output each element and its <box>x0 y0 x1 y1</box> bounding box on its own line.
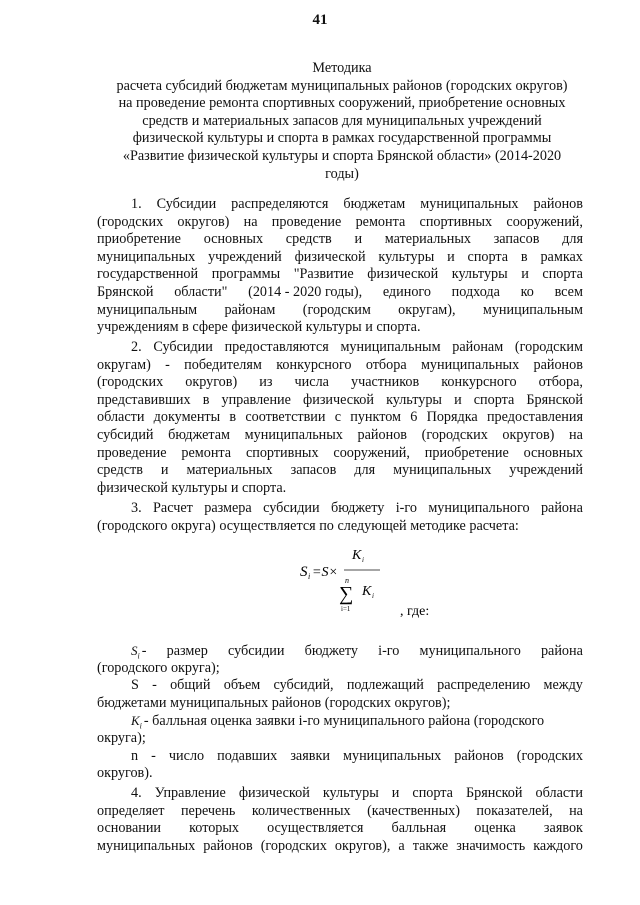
word: балльная <box>391 820 447 837</box>
sum-sign: ∑ <box>339 583 354 605</box>
formula-where: , где: <box>400 604 430 619</box>
word: 2. <box>131 339 142 355</box>
text-line <box>97 677 583 695</box>
word: распределяются <box>231 196 329 212</box>
word: бюджету <box>304 643 358 659</box>
word: подлежащий <box>346 677 424 694</box>
word: каждого <box>533 837 583 854</box>
sum-upper-limit: n <box>345 576 349 585</box>
word: Брянской <box>97 283 154 300</box>
formula-numerator: K <box>352 548 362 563</box>
text-line <box>97 357 583 375</box>
word: Расчет <box>153 500 193 516</box>
word: соответствии <box>245 409 326 426</box>
word: которых <box>189 820 240 837</box>
text-line: (городского округа); <box>97 659 220 676</box>
word: Брянской <box>526 391 583 408</box>
word: перечень <box>180 802 236 819</box>
word: области <box>535 785 583 801</box>
text-line: округа); <box>97 729 146 746</box>
text-line <box>97 748 583 766</box>
word: конкурсного <box>276 356 352 373</box>
word: на <box>569 426 583 443</box>
word: ремонта <box>181 444 232 461</box>
word: программы <box>211 266 281 283</box>
word: (городским <box>514 339 583 355</box>
word: общий <box>170 677 211 694</box>
text-line <box>97 214 583 232</box>
word: а <box>398 837 405 854</box>
text-line <box>97 374 583 392</box>
word: бюджету <box>330 500 385 516</box>
text-line: учреждениям в сфере физической культуры и спорта. <box>97 319 421 336</box>
title-line: годы) <box>325 165 359 182</box>
word: физической <box>303 391 374 408</box>
paragraph-2 <box>97 339 583 497</box>
formula-lhs-subscript: i <box>308 572 311 581</box>
text-line <box>97 838 583 856</box>
title-line: средств и материальных запасов для муниципальных учреждений <box>142 112 542 129</box>
word: материальных <box>384 231 471 248</box>
word: субсидии <box>227 643 285 659</box>
word: - <box>141 643 147 659</box>
text-line <box>97 266 583 284</box>
word: округов) <box>177 213 230 230</box>
word: районов <box>533 356 583 373</box>
word: всем <box>554 283 583 300</box>
word: 3. <box>131 500 142 516</box>
word: и <box>521 266 529 283</box>
word: спорта <box>542 266 583 283</box>
word: "Развитие <box>293 266 354 283</box>
word: спорта <box>467 248 509 265</box>
word: районов <box>533 196 583 212</box>
word: муниципальных <box>420 196 519 212</box>
word: победителям <box>184 356 262 373</box>
formula-denominator-subscript: i <box>372 592 374 600</box>
text-line <box>97 462 583 480</box>
text-line <box>97 392 583 410</box>
word: района <box>540 643 583 659</box>
word: также <box>412 837 449 854</box>
word: подавших <box>217 747 278 764</box>
word: определяет <box>97 802 165 819</box>
word: 1. <box>131 196 142 212</box>
word: ко <box>520 283 534 300</box>
word: количественных <box>251 802 351 819</box>
word: ремонта <box>355 213 406 230</box>
word: районам <box>452 339 504 355</box>
word: отбора, <box>538 374 583 391</box>
word: 6 <box>410 409 418 426</box>
word: предоставляются <box>224 339 329 355</box>
word: округов) <box>185 374 238 391</box>
word: объем <box>223 677 261 694</box>
word: числа <box>294 374 329 391</box>
word: управление <box>221 391 291 408</box>
word: (2014 - 2020 годы), <box>248 283 363 300</box>
text-line <box>97 231 583 249</box>
word: 4. <box>131 785 142 801</box>
word: сооружений, <box>333 444 410 461</box>
word: культуры <box>378 248 435 265</box>
word: материальных <box>186 462 273 479</box>
word: участников <box>351 374 420 391</box>
word: основных <box>523 444 583 461</box>
word: учреждений <box>509 462 583 479</box>
word: из <box>259 374 273 391</box>
text-line: бюджетами муниципальных районов (городских округов); <box>97 694 451 711</box>
word: физической <box>294 248 366 265</box>
word: Порядка <box>426 409 478 426</box>
word: муниципальных <box>420 356 520 373</box>
text-line: округов). <box>97 765 153 782</box>
word: показателей, <box>476 802 553 819</box>
text-line <box>97 196 583 214</box>
word: муниципального <box>419 643 521 659</box>
formula-lhs: S <box>300 564 308 580</box>
text-line <box>97 427 583 445</box>
word: спорта <box>412 785 453 801</box>
word: проведение <box>97 444 167 461</box>
text-line <box>97 785 583 803</box>
word: конкурсного <box>441 374 517 391</box>
word: для <box>354 462 376 479</box>
word: муниципальных <box>343 747 442 764</box>
word: (городских <box>97 213 164 230</box>
word: основных <box>203 231 264 248</box>
word: средств <box>285 231 332 248</box>
word: спортивных <box>245 444 319 461</box>
word: средств <box>97 462 143 479</box>
definition-ki <box>97 712 583 730</box>
word: муниципальных <box>97 248 196 265</box>
word: бюджетам <box>168 426 231 443</box>
word: Субсидии <box>156 196 217 212</box>
word: государственной <box>97 266 199 283</box>
word: (городским <box>302 301 371 318</box>
word: распределению <box>437 677 531 694</box>
word: и <box>454 391 462 408</box>
text-line <box>97 409 583 427</box>
word: рамках <box>540 248 583 265</box>
word: субсидии <box>263 500 320 516</box>
text-line <box>97 284 583 302</box>
word: и <box>391 785 400 801</box>
word: (качественных) <box>367 802 460 819</box>
word: Брянской <box>465 785 523 801</box>
word: районов <box>454 747 504 764</box>
text-line <box>97 339 583 357</box>
title-line: «Развитие физической культуры и спорта Брянской области» (2014-2020 <box>122 147 562 164</box>
word: культуры <box>322 785 379 801</box>
word: субсидий, <box>273 677 334 694</box>
word: запасов <box>493 231 540 248</box>
text-line <box>97 820 583 838</box>
word: документы <box>153 409 221 426</box>
word: муниципальных <box>97 837 196 854</box>
word: - <box>152 677 157 694</box>
subsidy-formula <box>0 540 640 630</box>
title-line: Методика <box>312 60 372 76</box>
word: осуществляется <box>267 820 364 837</box>
word: между <box>543 677 583 694</box>
word: значимость <box>456 837 526 854</box>
word: на <box>243 213 258 230</box>
word: с <box>334 409 342 426</box>
definitions <box>97 642 583 783</box>
word: пунктом <box>350 409 402 426</box>
word: районам <box>224 301 276 318</box>
paragraph-3 <box>97 500 583 535</box>
word: отбора <box>365 356 407 373</box>
word: для <box>562 231 583 248</box>
word: области" <box>174 283 228 300</box>
title-line: физической культуры и спорта в рамках государственной программы <box>132 130 552 147</box>
word: физической <box>367 266 439 283</box>
word: размер <box>166 643 208 659</box>
word: Субсидии <box>153 339 213 355</box>
word: единого <box>382 283 431 300</box>
text-line: физической культуры и спорта. <box>97 479 287 496</box>
word: округов), <box>334 837 391 854</box>
word: оценка <box>474 820 516 837</box>
word: районов <box>357 426 407 443</box>
word: число <box>168 747 205 764</box>
word: бюджетам <box>343 196 406 212</box>
word: области <box>97 409 145 426</box>
symbol-ki: $K_i$ <box>131 713 142 731</box>
page-number: 41 <box>312 12 328 28</box>
paragraph-4 <box>97 785 583 855</box>
word: в <box>202 391 210 408</box>
word: - <box>151 747 156 764</box>
word: i-го <box>395 500 417 516</box>
word: (городских <box>97 374 164 391</box>
word: спорта <box>473 391 515 408</box>
word: округам) <box>97 356 151 373</box>
word: (городских <box>516 747 583 764</box>
word: и <box>354 231 363 248</box>
title-line: на проведение ремонта спортивных сооружений, приобретение основных <box>118 95 566 112</box>
text-line: - балльная оценка заявки i-го муниципального района (городского <box>143 713 545 730</box>
paragraph-1 <box>97 196 583 337</box>
word: заявок <box>543 820 583 837</box>
word: приобретение <box>424 444 509 461</box>
formula-numerator-subscript: i <box>362 556 364 564</box>
word: проведение <box>271 213 342 230</box>
symbol-si: $S_i$ <box>131 643 140 661</box>
word: муниципальным <box>482 301 583 318</box>
text-line <box>142 643 583 661</box>
word: спортивных <box>419 213 493 230</box>
word: приобретение <box>97 231 181 248</box>
word: муниципальным <box>97 301 198 318</box>
word: муниципальных <box>393 462 492 479</box>
word: культуры <box>451 266 508 283</box>
word: на <box>569 802 583 819</box>
word: физической <box>238 785 310 801</box>
word: сооружений, <box>506 213 583 230</box>
text-line <box>97 249 583 267</box>
text-line <box>97 302 583 320</box>
word: представивших <box>97 391 191 408</box>
word: округов) <box>502 426 555 443</box>
formula-denominator: K <box>362 584 372 599</box>
word: учреждений <box>208 248 282 265</box>
word: муниципальным <box>340 339 441 355</box>
word: в <box>520 248 528 265</box>
word: S <box>131 677 139 694</box>
word: субсидий <box>97 426 154 443</box>
word: основании <box>97 820 162 837</box>
text-line <box>97 803 583 821</box>
word: подхода <box>451 283 500 300</box>
word: муниципального <box>428 500 530 516</box>
word: районов <box>203 837 253 854</box>
document-title <box>96 60 588 183</box>
title-line: расчета субсидий бюджетам муниципальных районов (городских округов) <box>116 77 568 94</box>
sum-lower-limit: i=1 <box>341 605 351 613</box>
word: n <box>131 747 139 764</box>
word: заявки <box>290 747 330 764</box>
formula-equals: =S× <box>312 565 338 580</box>
definition-si <box>97 642 583 660</box>
word: культуры <box>386 391 442 408</box>
word: - <box>165 356 170 373</box>
word: в <box>229 409 237 426</box>
word: округам), <box>398 301 456 318</box>
word: размера <box>204 500 252 516</box>
word: района <box>540 500 583 516</box>
text-line <box>97 500 583 518</box>
word: (городских <box>421 426 488 443</box>
text-line: (городского округа) осуществляется по следующей методике расчета: <box>97 517 519 534</box>
word: запасов <box>290 462 337 479</box>
word: i-го <box>378 643 400 659</box>
word: муниципальных <box>244 426 343 443</box>
word: и <box>160 462 169 479</box>
text-line <box>97 445 583 463</box>
word: предоставления <box>486 409 583 426</box>
word: (городских <box>260 837 327 854</box>
word: Управление <box>154 785 226 801</box>
word: и <box>447 248 455 265</box>
formula-graphic <box>300 540 480 630</box>
